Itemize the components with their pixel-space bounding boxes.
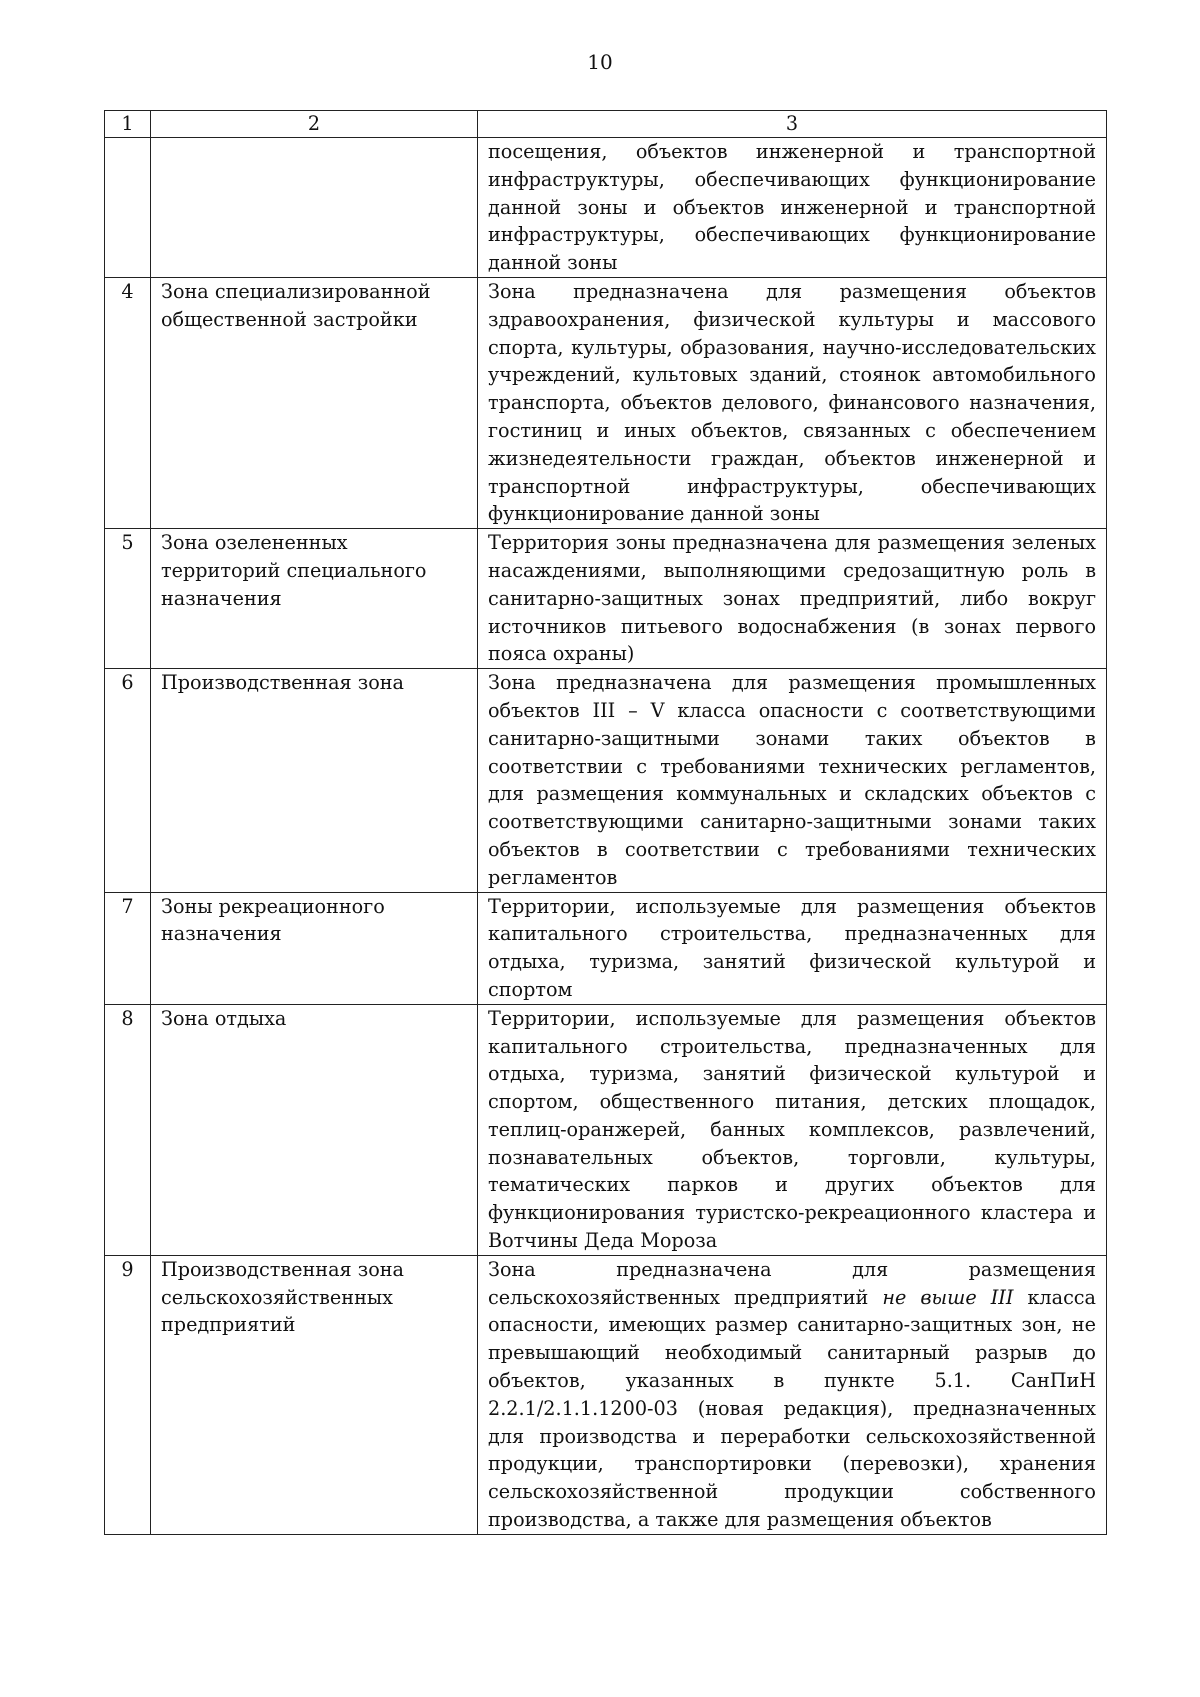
table-row [105,1255,1107,1534]
table-row [105,1004,1107,1255]
desc-text-italic: не выше III [882,1285,1014,1309]
table-row [105,277,1107,528]
desc-text-before: Зона предназначена для размещения сельскохозяйственных предприятий [488,1257,1096,1309]
row-number: 8 [105,1004,151,1255]
table-row [105,529,1107,669]
desc-text-after: класса опасности, имеющих размер санитарно-защитных зон, не превышающий необходимый санитарный разрыв до объектов, указанных в пункте 5.1. СанПиН 2.2.1/2.1.1.1200-03 (новая редакция), предназначенных для производства и переработки сельскохозяйственной продукции, транспортировки (перевозки), хранения сельскохозяйственной продукции собственного производства, а также для размещения объектов [488,1285,1096,1532]
page-number: 10 [587,50,613,74]
zone-name: Зона специализированной общественной застройки [151,277,478,528]
zones-table [104,110,1107,1535]
table-header-row [105,111,1107,138]
zone-name: Зоны рекреационного назначения [151,892,478,1004]
row-number: 9 [105,1255,151,1534]
zone-description: Зона предназначена для размещения промышленных объектов III – V класса опасности с соответствующими санитарно-защитными зонами таких объектов в соответствии с требованиями технических регламентов, для размещения коммунальных и складских объектов с соответствующими санитарно-защитными зонами таких объектов в соответствии с требованиями технических регламентов [478,669,1107,892]
header-col-1: 1 [105,111,151,138]
zone-description: Территория зоны предназначена для размещения зеленых насаждениями, выполняющими средозащитную роль в санитарно-защитных зонах предприятий, либо вокруг источников питьевого водоснабжения (в зонах первого пояса охраны) [478,529,1107,669]
table-row [105,669,1107,892]
zone-name [151,138,478,278]
row-number [105,138,151,278]
zone-name: Производственная зона сельскохозяйственных предприятий [151,1255,478,1534]
header-col-2: 2 [151,111,478,138]
table-row [105,892,1107,1004]
row-number: 6 [105,669,151,892]
header-col-3: 3 [478,111,1107,138]
zone-name: Зона озелененных территорий специального назначения [151,529,478,669]
row-number: 5 [105,529,151,669]
row-number: 4 [105,277,151,528]
zone-description: посещения, объектов инженерной и транспортной инфраструктуры, обеспечивающих функционирование данной зоны и объектов инженерной и транспортной инфраструктуры, обеспечивающих функционирование данной зоны [478,138,1107,278]
zone-name: Производственная зона [151,669,478,892]
row-number: 7 [105,892,151,1004]
zone-name: Зона отдыха [151,1004,478,1255]
zone-description: Территории, используемые для размещения объектов капитального строительства, предназначенных для отдыха, туризма, занятий физической культурой и спортом [478,892,1107,1004]
zone-description [478,1255,1107,1534]
zone-description: Территории, используемые для размещения объектов капитального строительства, предназначенных для отдыха, туризма, занятий физической культурой и спортом, общественного питания, детских площадок, теплиц-оранжерей, банных комплексов, развлечений, познавательных объектов, торговли, культуры, тематических парков и других объектов для функционирования туристско-рекреационного кластера и Вотчины Деда Мороза [478,1004,1107,1255]
table-row [105,138,1107,278]
zone-description: Зона предназначена для размещения объектов здравоохранения, физической культуры и массового спорта, культуры, образования, научно-исследовательских учреждений, культовых зданий, стоянок автомобильного транспорта, объектов делового, финансового назначения, гостиниц и иных объектов, связанных с обеспечением жизнедеятельности граждан, объектов инженерной и транспортной инфраструктуры, обеспечивающих функционирование данной зоны [478,277,1107,528]
